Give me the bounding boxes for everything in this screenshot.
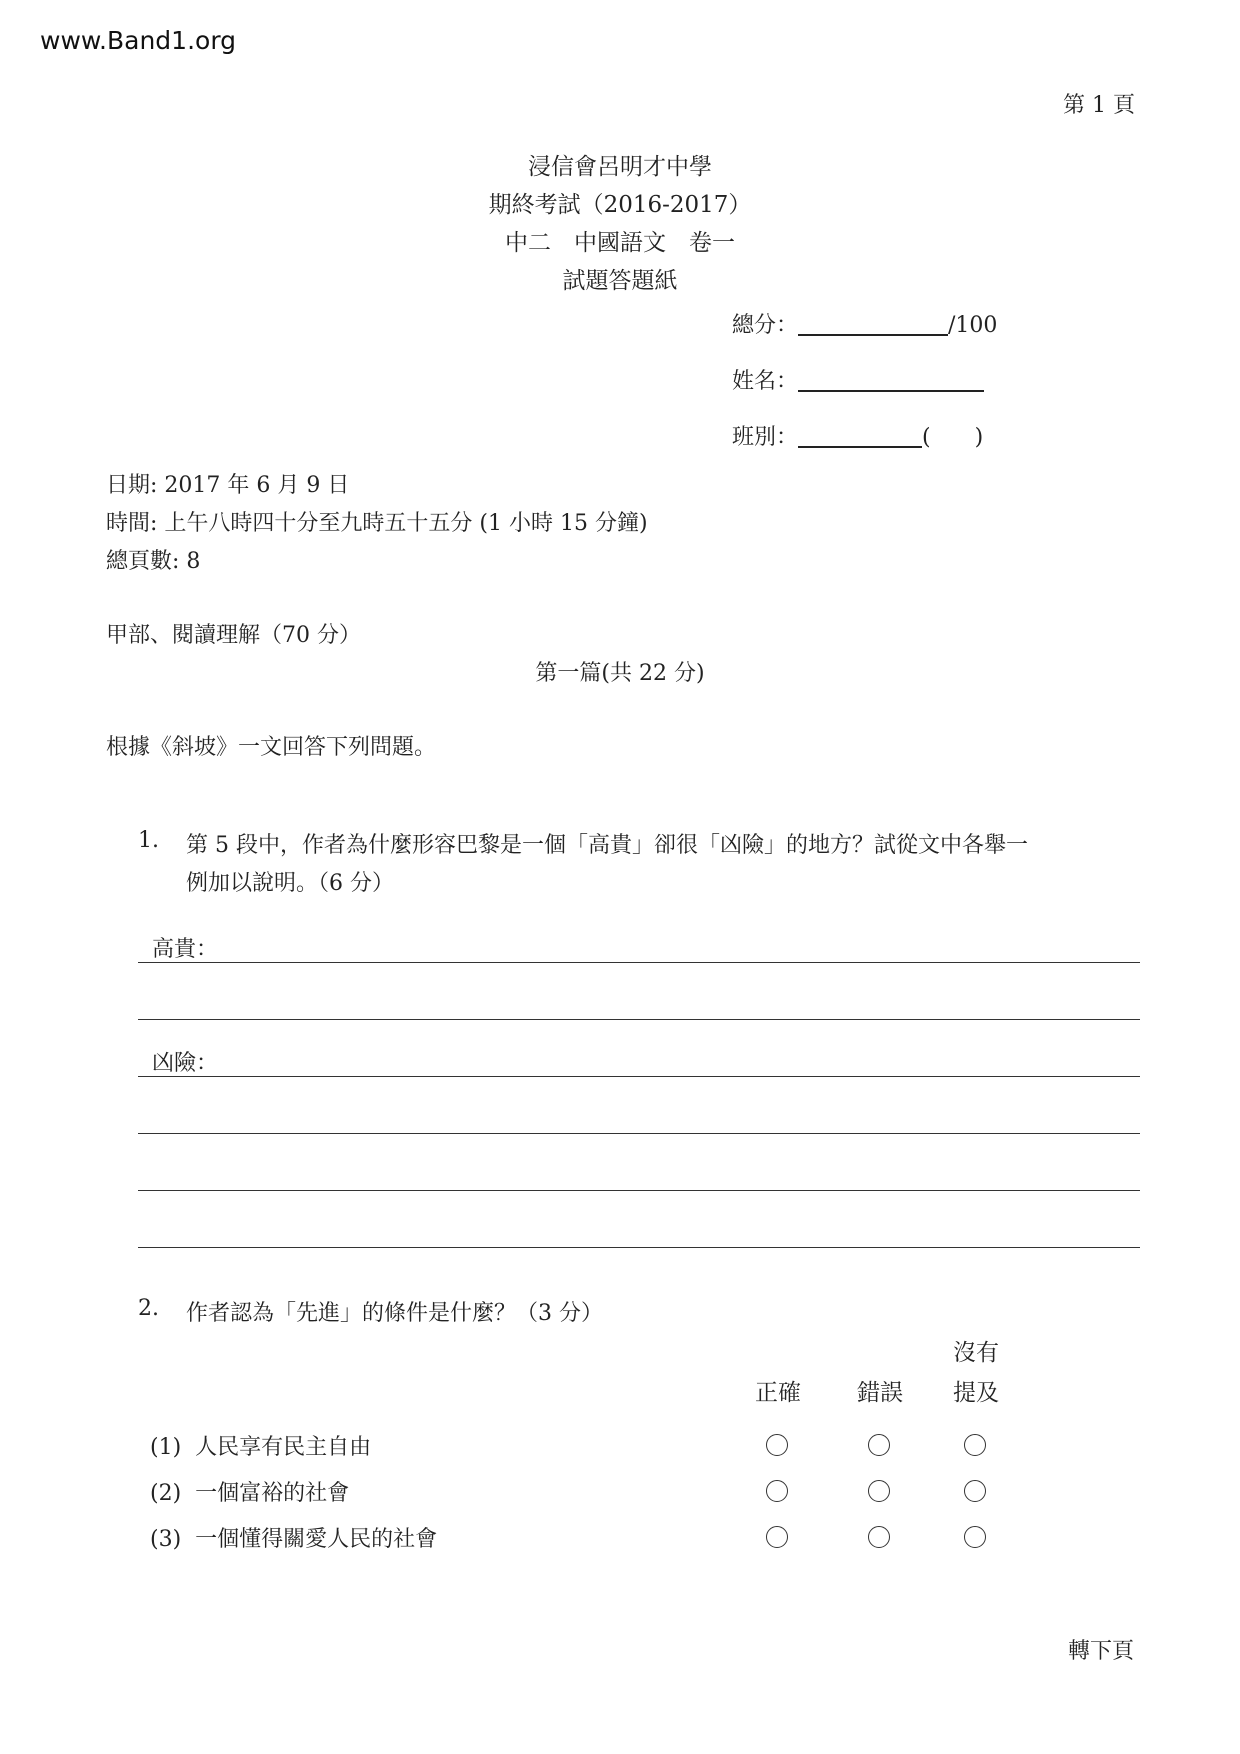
exam-title: 期終考試（2016-2017）: [488, 192, 752, 218]
q1-text-line1: 第 5 段中，作者為什麼形容巴黎是一個「高貴」卻很「凶險」的地方？試從文中各舉一: [186, 833, 1028, 858]
exam-date: 日期: 2017 年 6 月 9 日: [106, 473, 350, 498]
statement-text: 人民享有民主自由: [195, 1435, 372, 1460]
statement-text: 一個富裕的社會: [195, 1481, 350, 1506]
q2-number: 2.: [138, 1296, 159, 1321]
q1-noble-label: 高貴：: [152, 937, 219, 962]
paper-type: 試題答題紙: [562, 268, 678, 294]
answer-line[interactable]: [138, 1190, 1140, 1191]
name-label: 姓名：: [732, 369, 799, 394]
exam-time: 時間: 上午八時四十分至九時五十五分 (1 小時 15 分鐘): [106, 511, 648, 536]
statement-row: [150, 1522, 437, 1553]
subject-title: 中二 中國語文 卷一: [505, 230, 735, 256]
statement-number: (2): [150, 1481, 182, 1506]
section-title: 甲部、閱讀理解（70 分）: [106, 623, 361, 648]
name-field: [732, 364, 984, 395]
total-pages: 總頁數: 8: [106, 549, 201, 574]
footer-next-page: 轉下頁: [1067, 1639, 1134, 1664]
column-not-mentioned-line2: 提及: [953, 1380, 999, 1406]
q1-text-line2: 例加以說明。（6 分）: [186, 871, 394, 896]
answer-line[interactable]: [138, 1076, 1140, 1077]
statement-number: (3): [150, 1527, 182, 1552]
column-not-mentioned-line1: 沒有: [953, 1340, 999, 1366]
class-field: [732, 420, 983, 451]
class-number-paren: ( ): [922, 425, 984, 450]
class-blank[interactable]: [798, 422, 922, 448]
answer-line[interactable]: [138, 1019, 1140, 1020]
answer-line[interactable]: [138, 1247, 1140, 1248]
page-number: 第 1 頁: [1063, 93, 1135, 118]
radio-correct-1[interactable]: [766, 1434, 788, 1456]
q1-danger-label: 凶險：: [152, 1051, 219, 1076]
total-score-suffix: /100: [948, 313, 998, 338]
radio-wrong-2[interactable]: [868, 1480, 890, 1502]
total-score-blank[interactable]: [798, 310, 948, 336]
q1-number: 1.: [138, 828, 159, 853]
radio-not-mentioned-3[interactable]: [964, 1526, 986, 1548]
statement-text: 一個懂得關愛人民的社會: [195, 1527, 438, 1552]
class-label: 班別：: [732, 425, 799, 450]
school-name: 浸信會呂明才中學: [528, 154, 712, 180]
column-correct: 正確: [755, 1380, 801, 1406]
total-score-field: [732, 308, 997, 339]
instruction-text: 根據《斜坡》一文回答下列問題。: [106, 735, 437, 760]
passage-title: 第一篇(共 22 分): [535, 661, 705, 686]
answer-line[interactable]: [138, 962, 1140, 963]
statement-row: [150, 1430, 371, 1461]
statement-number: (1): [150, 1435, 182, 1460]
statement-row: [150, 1476, 349, 1507]
name-blank[interactable]: [798, 366, 984, 392]
radio-wrong-3[interactable]: [868, 1526, 890, 1548]
radio-not-mentioned-1[interactable]: [964, 1434, 986, 1456]
radio-correct-2[interactable]: [766, 1480, 788, 1502]
total-score-label: 總分：: [732, 313, 799, 338]
column-wrong: 錯誤: [857, 1380, 903, 1406]
radio-correct-3[interactable]: [766, 1526, 788, 1548]
q2-text: 作者認為「先進」的條件是什麼？（3 分）: [186, 1301, 603, 1326]
radio-wrong-1[interactable]: [868, 1434, 890, 1456]
site-watermark: www.Band1.org: [40, 26, 237, 55]
answer-line[interactable]: [138, 1133, 1140, 1134]
radio-not-mentioned-2[interactable]: [964, 1480, 986, 1502]
